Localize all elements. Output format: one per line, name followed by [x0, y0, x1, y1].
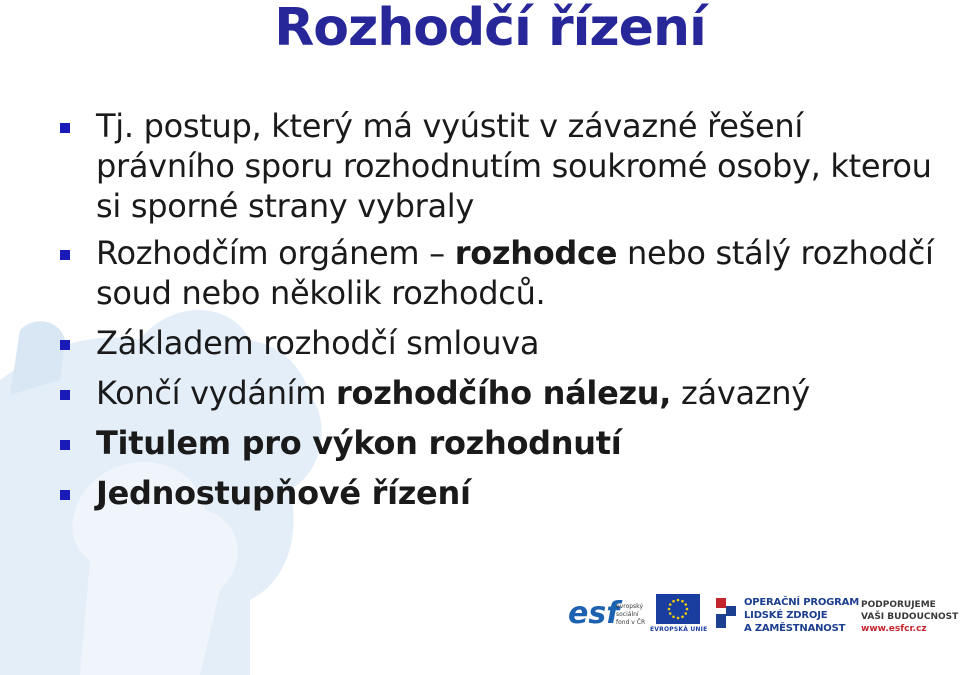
esf-logo-caption: evropský sociální fond v ČR — [616, 603, 646, 626]
bullet-item — [58, 233, 938, 313]
eu-star-icon — [672, 615, 675, 618]
bullet-text: závazný — [671, 374, 810, 412]
bullet-marker-icon — [60, 440, 70, 450]
eu-star-icon — [677, 599, 680, 602]
bullet-text-bold: Titulem pro výkon rozhodnutí — [96, 424, 622, 462]
eu-star-icon — [684, 612, 687, 615]
bullet-text-bold: rozhodčího nálezu, — [336, 374, 672, 412]
footer-logos — [568, 590, 960, 640]
eu-star-icon — [669, 603, 672, 606]
bullet-marker-icon — [60, 340, 70, 350]
bullet-text: Základem rozhodčí smlouva — [96, 324, 540, 362]
bullet-marker-icon — [60, 123, 70, 133]
bullet-item — [58, 373, 938, 413]
eu-star-icon — [686, 608, 689, 611]
eu-star-icon — [677, 617, 680, 620]
eu-label: EVROPSKÁ UNIE — [650, 626, 708, 633]
op-program-icon — [714, 596, 738, 630]
eu-star-icon — [684, 603, 687, 606]
bullet-text-bold: Jednostupňové řízení — [96, 474, 471, 512]
eu-star-icon — [668, 608, 671, 611]
bullet-marker-icon — [60, 390, 70, 400]
bullet-marker-icon — [60, 250, 70, 260]
eu-star-icon — [681, 600, 684, 603]
eu-star-icon — [672, 600, 675, 603]
support-url: www.esfcr.cz — [861, 624, 927, 634]
bullet-item — [58, 473, 938, 513]
bullet-list — [58, 106, 938, 513]
esf-logo — [568, 590, 648, 638]
eu-star-icon — [669, 612, 672, 615]
bullet-marker-icon — [60, 490, 70, 500]
esf-logo-letters: esf — [568, 596, 620, 631]
bullet-item — [58, 323, 938, 363]
op-program-text: OPERAČNÍ PROGRAM LIDSKÉ ZDROJE A ZAMĚSTNANOST — [744, 597, 859, 634]
eu-flag-icon — [656, 594, 700, 624]
bullet-text: Tj. postup, který má vyústit v závazné řešení právního sporu rozhodnutím soukromé osoby, kterou si sporné strany vybraly — [96, 107, 932, 225]
bullet-text: nebo stálý rozhodčí soud nebo několik rozhodců. — [96, 234, 934, 312]
eu-star-icon — [681, 615, 684, 618]
bullet-item — [58, 106, 938, 226]
slide-title: Rozhodčí řízení — [274, 0, 706, 58]
support-text: PODPORUJEME VAŠI BUDOUCNOST www.esfcr.cz — [861, 600, 959, 634]
bullet-item — [58, 423, 938, 463]
bullet-text: Končí vydáním — [96, 374, 337, 412]
bullet-text: Rozhodčím orgánem – — [96, 234, 455, 272]
bullet-text-bold: rozhodce — [454, 234, 618, 272]
